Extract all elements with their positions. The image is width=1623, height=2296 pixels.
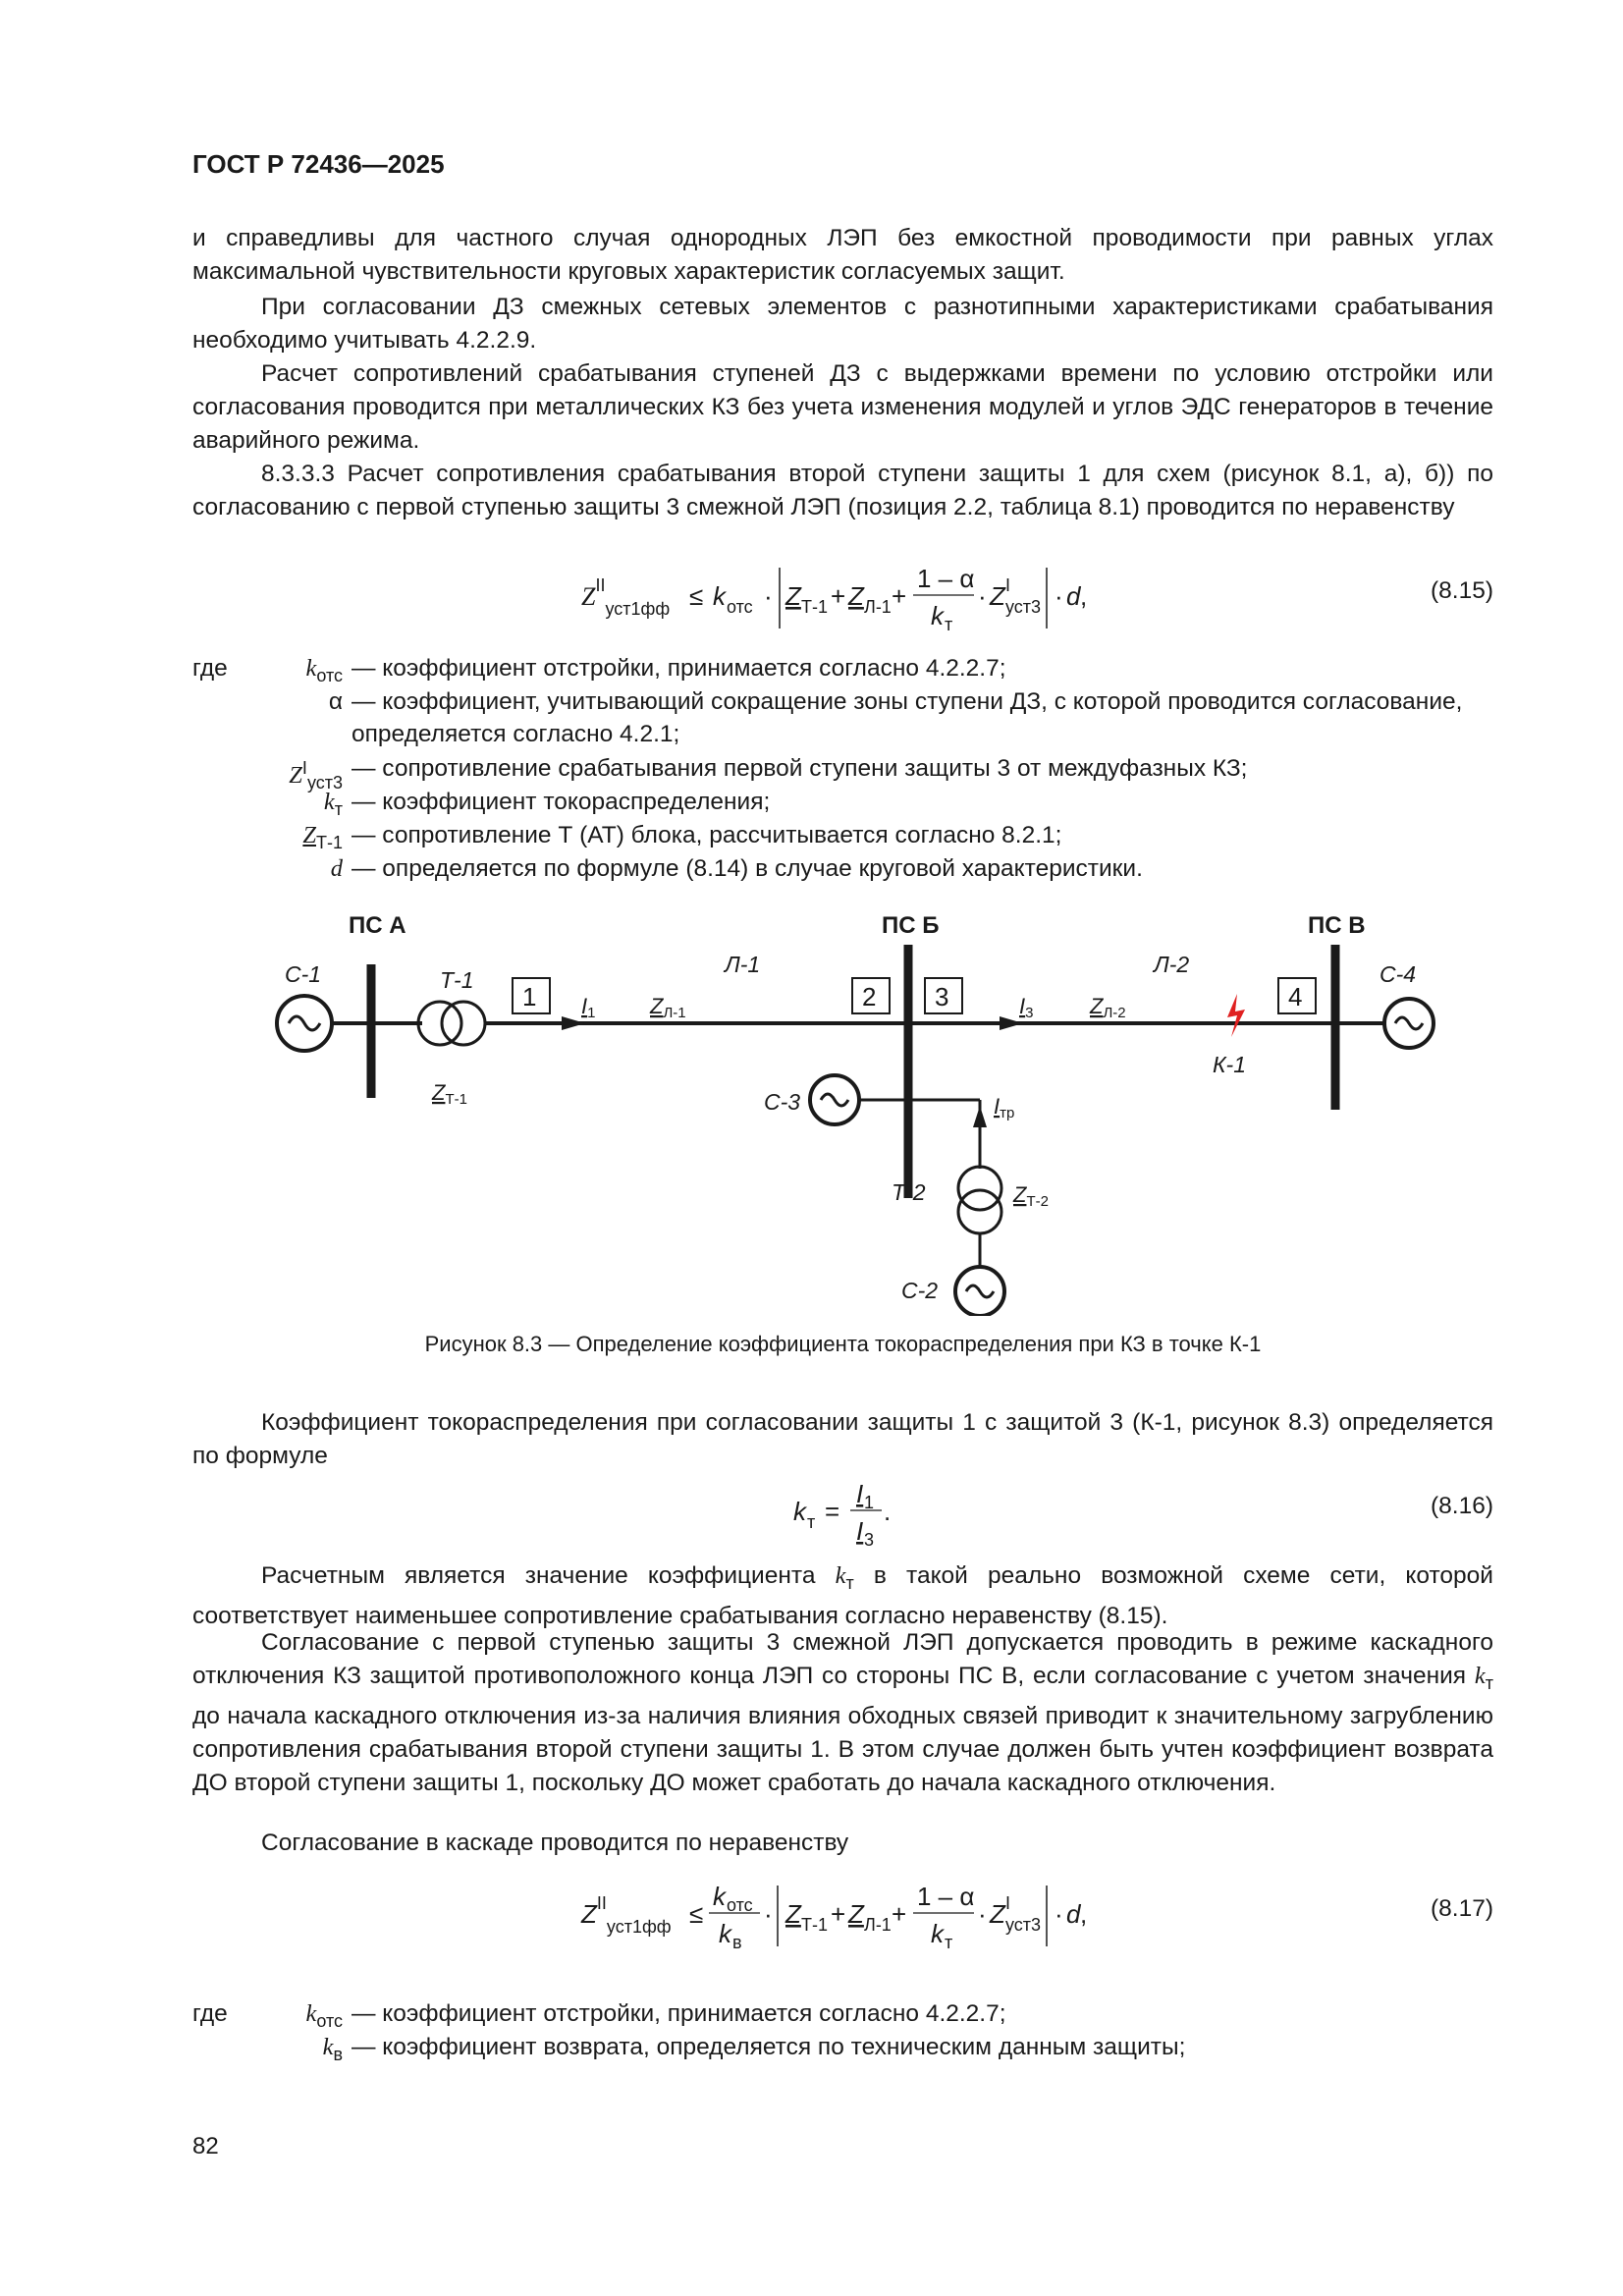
svg-text:1 – α: 1 – α <box>917 564 975 593</box>
svg-text:k: k <box>713 581 726 611</box>
svg-text:Л-1: Л-1 <box>864 1915 892 1935</box>
svg-text:.: . <box>884 1497 892 1526</box>
svg-text:1 – α: 1 – α <box>917 1882 975 1911</box>
formula-graphic <box>192 1471 1493 1556</box>
svg-text:d: d <box>1066 581 1081 611</box>
svg-text:отс: отс <box>727 597 753 617</box>
paragraph: Расчет сопротивлений срабатывания ступеней ДЗ с выдержками времени по условию отстройки или согласования проводится при металлических КЗ без учета изменения модулей и углов ЭДС генераторов в течение аварийного режима. <box>192 360 1493 454</box>
svg-text:k: k <box>719 1919 731 1948</box>
svg-text:≤: ≤ <box>689 1899 704 1929</box>
svg-text:т: т <box>945 615 953 634</box>
svg-text:I: I <box>1005 1893 1011 1913</box>
formula-number: (8.15) <box>1430 577 1493 604</box>
svg-text:,: , <box>1080 581 1088 611</box>
svg-text:отс: отс <box>727 1895 753 1915</box>
svg-text:ZIIуст1фф: $Z^{II}_{уст1фф}$ <box>581 1893 672 1937</box>
svg-text:+: + <box>831 1899 846 1929</box>
label-ps-v: ПС В <box>1308 912 1366 939</box>
svg-text:k: k <box>931 1919 944 1948</box>
arrow-i1-icon <box>562 1016 585 1030</box>
svg-text:+: + <box>831 581 846 611</box>
formula-8-17 <box>192 1874 1493 1958</box>
svg-text:Z: Z <box>848 1899 864 1929</box>
paragraph: Коэффициент токораспределения при согласовании защиты 1 с защитой 3 (К-1, рисунок 8.3) определяется по формуле <box>192 1409 1493 1469</box>
paragraph: Согласование с первой ступенью защиты 3 смежной ЛЭП допускается проводить в режиме каскадного отключения КЗ защитой противоположного конца ЛЭП со стороны ПС В, если согласование с учетом значения $k_т$ до начала каскадного отключения из-за наличия влияния обходных связей приводит к значительному загрублению сопротивления срабатывания второй ступени защиты 1. В этом случае должен быть учтен коэффициент возврата ДО второй ступени защиты 1, поскольку ДО может сработать до начала каскадного отключения. <box>192 1629 1493 1796</box>
svg-text:Z: Z <box>848 581 864 611</box>
formula-number: (8.16) <box>1430 1493 1493 1519</box>
symbol: $Z_{Т-1}$ <box>302 822 343 852</box>
formula-number: (8.17) <box>1430 1895 1493 1922</box>
svg-text:=: = <box>825 1497 840 1526</box>
arrow-itr-icon <box>973 1106 987 1127</box>
where-desc: — определяется по формуле (8.14) в случае круговой характеристики. <box>352 855 1143 882</box>
symbol: $k_в$ <box>322 2034 343 2064</box>
svg-text:d: d <box>1066 1899 1081 1929</box>
svg-text:ZЛ-2: ZЛ-2 <box>1090 994 1126 1021</box>
svg-text:1: 1 <box>864 1493 875 1512</box>
label-t2: Т-2 <box>892 1179 926 1205</box>
protection-box-1: 1 <box>522 982 537 1011</box>
symbol: d <box>330 855 343 882</box>
formula-graphic <box>192 556 1493 640</box>
svg-text:I3: I3 <box>1019 994 1034 1021</box>
svg-text:уст3: уст3 <box>1005 1915 1042 1935</box>
paragraph: Согласование в каскаде проводится по неравенству <box>261 1830 849 1856</box>
svg-text:≤: ≤ <box>689 581 704 611</box>
svg-text:·: · <box>1055 1899 1063 1929</box>
label-l2: Л-2 <box>1154 952 1190 977</box>
svg-text:I: I <box>856 1516 864 1546</box>
svg-text:I: I <box>856 1479 864 1508</box>
svg-text:·: · <box>764 581 773 611</box>
svg-text:I1: I1 <box>581 994 596 1021</box>
svg-text:·: · <box>978 581 987 611</box>
svg-text:ZЛ-1: ZЛ-1 <box>650 994 686 1021</box>
where-list <box>192 652 1493 898</box>
where-desc: — сопротивление Т (АТ) блока, рассчитывается согласно 8.2.1; <box>352 822 1062 848</box>
svg-text:ZТ-1: ZТ-1 <box>432 1080 467 1108</box>
symbol: $Z^I_{уст3}$ <box>289 758 343 793</box>
page-number: 82 <box>192 2133 219 2159</box>
symbol: $k_т$ <box>323 789 343 819</box>
protection-box-2: 2 <box>862 982 877 1011</box>
label-l1: Л-1 <box>725 952 761 977</box>
where-desc: — коэффициент токораспределения; <box>352 789 771 815</box>
label-c3: С-3 <box>764 1089 801 1115</box>
protection-box-4: 4 <box>1288 982 1303 1011</box>
svg-text:ZIIуст1фф: $Z^{II}_{уст1фф}$ <box>581 575 671 619</box>
label-t1: Т-1 <box>440 967 474 993</box>
protection-box-3: 3 <box>935 982 949 1011</box>
where-desc: — коэффициент отстройки, принимается согласно 4.2.2.7; <box>352 655 1006 682</box>
svg-text:·: · <box>978 1899 987 1929</box>
symbol: $k_{отс}$ <box>305 655 343 685</box>
svg-text:+: + <box>892 1899 907 1929</box>
paragraph: и справедливы для частного случая однородных ЛЭП без емкостной проводимости при равных углах максимальной чувствительности круговых характеристик согласуемых защит. <box>192 225 1493 285</box>
label-ps-a: ПС А <box>349 912 406 939</box>
svg-text:,: , <box>1080 1899 1088 1929</box>
transformer-t1-icon <box>418 1002 461 1045</box>
svg-text:в: в <box>732 1933 742 1952</box>
label-k1: К-1 <box>1213 1052 1247 1077</box>
svg-text:Z: Z <box>990 1899 1005 1929</box>
svg-text:+: + <box>892 581 907 611</box>
formula-8-15 <box>192 556 1493 640</box>
svg-text:т: т <box>945 1933 953 1952</box>
where-lead: где <box>192 655 228 682</box>
svg-text:I: I <box>1005 575 1011 595</box>
paragraph: Расчетным является значение коэффициента $k_т$ в такой реально возможной схеме сети, которой соответствует наименьшее сопротивление срабатывания согласно неравенству (8.15). <box>192 1562 1493 1629</box>
symbol: $k_{отс}$ <box>305 2000 343 2031</box>
svg-text:т: т <box>807 1512 816 1532</box>
where-desc: — коэффициент, учитывающий сокращение зоны ступени ДЗ, с которой проводится согласование, определяется согласно 4.2.1; <box>352 688 1463 747</box>
where-desc: — коэффициент возврата, определяется по техническим данным защиты; <box>352 2034 1186 2060</box>
svg-text:Z: Z <box>990 581 1005 611</box>
svg-text:ZТ-2: ZТ-2 <box>1013 1182 1049 1210</box>
label-c4: С-4 <box>1380 961 1417 987</box>
label-c2: С-2 <box>901 1278 939 1303</box>
formula-graphic <box>192 1874 1493 1958</box>
where-list <box>192 1997 1493 2076</box>
svg-text:·: · <box>764 1899 773 1929</box>
svg-text:k: k <box>793 1497 806 1526</box>
fault-lightning-icon <box>1227 994 1245 1037</box>
svg-text:Л-1: Л-1 <box>864 597 892 617</box>
svg-text:Z: Z <box>785 1899 801 1929</box>
svg-text:3: 3 <box>864 1530 875 1550</box>
svg-text:уст3: уст3 <box>1005 597 1042 617</box>
svg-text:k: k <box>931 601 944 630</box>
where-lead: где <box>192 2000 228 2027</box>
symbol: α <box>328 688 343 715</box>
svg-text:Z: Z <box>785 581 801 611</box>
svg-text:·: · <box>1055 581 1063 611</box>
where-desc: — коэффициент отстройки, принимается согласно 4.2.2.7; <box>352 2000 1006 2027</box>
arrow-i3-icon <box>1000 1016 1023 1030</box>
label-ps-b: ПС Б <box>882 912 940 939</box>
svg-text:Т-1: Т-1 <box>801 1915 828 1935</box>
paragraph: При согласовании ДЗ смежных сетевых элементов с разнотипными характеристиками срабатывания необходимо учитывать 4.2.2.9. <box>192 294 1493 354</box>
label-c1: С-1 <box>285 961 322 987</box>
svg-text:k: k <box>713 1882 726 1911</box>
paragraph: 8.3.3.3 Расчет сопротивления срабатывания второй ступени защиты 1 для схем (рисунок 8.1, а), б)) по согласованию с первой ступенью защиты 3 смежной ЛЭП (позиция 2.2, таблица 8.1) проводится по неравенству <box>192 461 1493 520</box>
circuit-diagram <box>245 903 1443 1316</box>
where-desc: — сопротивление срабатывания первой ступени защиты 3 от междуфазных КЗ; <box>352 755 1248 782</box>
document-header: ГОСТ Р 72436—2025 <box>192 149 445 179</box>
figure-caption: Рисунок 8.3 — Определение коэффициента токораспределения при КЗ в точке К-1 <box>424 1332 1262 1356</box>
formula-8-16 <box>192 1471 1493 1556</box>
svg-text:Т-1: Т-1 <box>801 597 828 617</box>
transformer-t2-icon <box>958 1167 1001 1210</box>
svg-text:Iтр: Iтр <box>994 1094 1015 1121</box>
